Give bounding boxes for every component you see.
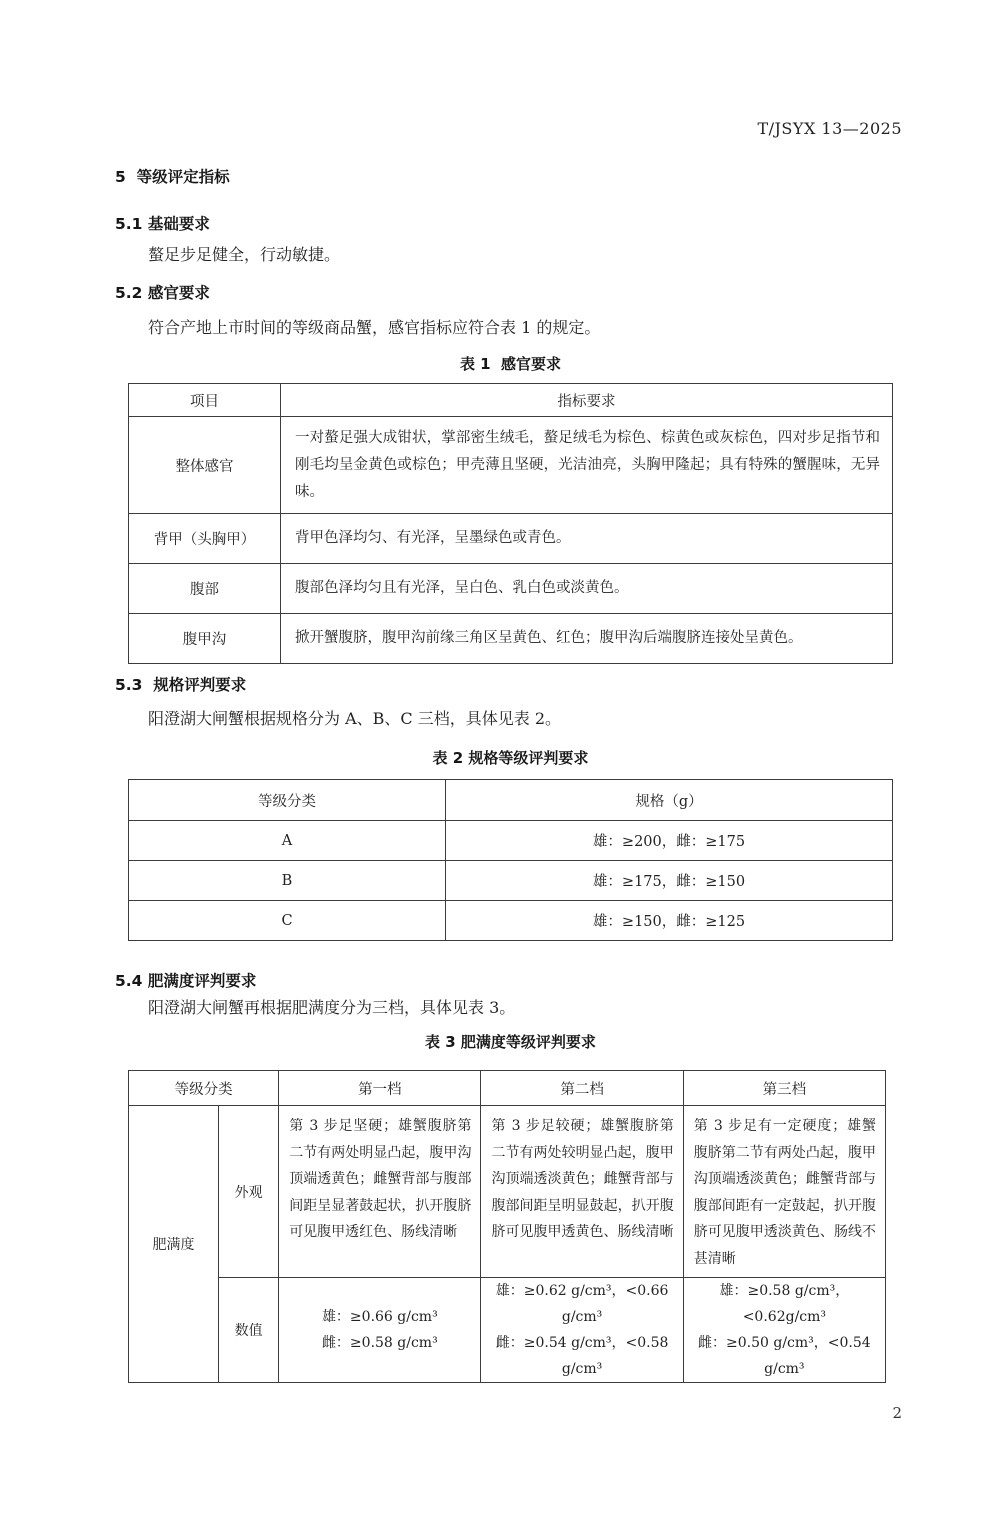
table3-row-group-label: 肥满度 [129, 1106, 219, 1383]
table1-row2-req: 腹部色泽均匀且有光泽，呈白色、乳白色或淡黄色。 [281, 564, 893, 614]
table1-row0-req: 一对螯足强大成钳状，掌部密生绒毛，螯足绒毛为棕色、棕黄色或灰棕色，四对步足指节和刚毛均呈金黄色或棕色；甲壳薄且坚硬，光洁油亮，头胸甲隆起；具有特殊的蟹腥味，无异味。 [281, 417, 893, 514]
table1-row3-item: 腹甲沟 [129, 614, 281, 664]
table2-row2-spec: 雄：≥150，雌：≥125 [446, 901, 893, 941]
section-heading-5-1: 5.1 基础要求 [115, 215, 210, 233]
table1-header-row [129, 384, 893, 417]
table1-row1-item: 背甲（头胸甲） [129, 514, 281, 564]
table2-row0-spec: 雄：≥200，雌：≥175 [446, 821, 893, 861]
table3-col-tier3: 第三档 [683, 1071, 885, 1106]
table3-col-tier1: 第一档 [279, 1071, 481, 1106]
section-heading-5-2: 5.2 感官要求 [115, 284, 210, 302]
table3-row-appearance-label: 外观 [219, 1106, 279, 1278]
table-row [129, 901, 893, 941]
table-row [129, 861, 893, 901]
table1-row3-req: 掀开蟹腹脐，腹甲沟前缘三角区呈黄色、红色；腹甲沟后端腹脐连接处呈黄色。 [281, 614, 893, 664]
table-row [129, 821, 893, 861]
table2-row2-grade: C [129, 901, 446, 941]
table2-col-grade: 等级分类 [129, 780, 446, 821]
section-heading-5-4: 5.4 肥满度评判要求 [115, 972, 257, 990]
table3-col-grade: 等级分类 [129, 1071, 279, 1106]
table2-row1-grade: B [129, 861, 446, 901]
table3-title: 表 3 肥满度等级评判要求 [425, 1033, 596, 1051]
table1-row1-req: 背甲色泽均匀、有光泽，呈墨绿色或青色。 [281, 514, 893, 564]
table3-value-tier2-male: 雄：≥0.62 g/cm³，<0.66 g/cm³ [495, 1283, 669, 1325]
table-row [129, 564, 893, 614]
table3-appearance-tier1: 第 3 步足坚硬；雄蟹腹脐第二节有两处明显凸起，腹甲沟顶端透黄色；雌蟹背部与腹部间距呈显著鼓起状，扒开腹脐可见腹甲透红色、肠线清晰 [279, 1106, 481, 1278]
document-page [0, 118, 1000, 1532]
page-number: 2 [892, 1404, 902, 1422]
table-row [129, 1278, 886, 1383]
table1-row2-item: 腹部 [129, 564, 281, 614]
table3-value-tier1-female: 雌：≥0.58 g/cm³ [321, 1335, 438, 1351]
section-body-5-1: 螯足步足健全，行动敏捷。 [148, 245, 341, 264]
table1-col-item: 项目 [129, 384, 281, 417]
table3-col-tier2: 第二档 [481, 1071, 683, 1106]
table3-value-tier1 [279, 1278, 481, 1383]
table-row [129, 417, 893, 514]
table3-value-tier1-male: 雄：≥0.66 g/cm³ [321, 1309, 438, 1325]
table-row [129, 1106, 886, 1278]
table3-value-tier2 [481, 1278, 683, 1383]
table3-header-row [129, 1071, 886, 1106]
table2-row0-grade: A [129, 821, 446, 861]
table3-fatness-grades [128, 1070, 886, 1383]
table3-row-value-label: 数值 [219, 1278, 279, 1383]
table1-col-req: 指标要求 [281, 384, 893, 417]
table2-header-row [129, 780, 893, 821]
section-body-5-4: 阳澄湖大闸蟹再根据肥满度分为三档，具体见表 3。 [148, 998, 516, 1017]
table3-appearance-tier3: 第 3 步足有一定硬度；雄蟹腹脐第二节有两处凸起，腹甲沟顶端透淡黄色；雌蟹背部与腹部间距有一定鼓起，扒开腹脐可见腹甲透淡黄色、肠线不甚清晰 [683, 1106, 885, 1278]
table3-value-tier3-female: 雌：≥0.50 g/cm³，<0.54 g/cm³ [698, 1335, 871, 1377]
section-heading-5-3: 5.3 规格评判要求 [115, 676, 247, 694]
section-body-5-3: 阳澄湖大闸蟹根据规格分为 A、B、C 三档，具体见表 2。 [148, 709, 561, 728]
table1-title: 表 1 感官要求 [459, 355, 562, 373]
standard-code-header: T/JSYX 13—2025 [757, 119, 902, 138]
table3-value-tier2-female: 雌：≥0.54 g/cm³，<0.58 g/cm³ [495, 1335, 669, 1377]
table-row [129, 614, 893, 664]
table2-title: 表 2 规格等级评判要求 [432, 749, 589, 767]
section-body-5-2: 符合产地上市时间的等级商品蟹，感官指标应符合表 1 的规定。 [148, 318, 601, 337]
table2-size-grades [128, 779, 893, 941]
table3-value-tier3 [683, 1278, 885, 1383]
section-heading-5: 5 等级评定指标 [115, 168, 230, 186]
table1-row0-item: 整体感官 [129, 417, 281, 514]
table1-sensory-requirements [128, 383, 893, 664]
table3-appearance-tier2: 第 3 步足较硬；雄蟹腹脐第二节有两处较明显凸起，腹甲沟顶端透淡黄色；雌蟹背部与腹部间距呈明显鼓起，扒开腹脐可见腹甲透黄色、肠线清晰 [481, 1106, 683, 1278]
table3-value-tier3-male: 雄：≥0.58 g/cm³，<0.62g/cm³ [719, 1283, 850, 1325]
table2-row1-spec: 雄：≥175，雌：≥150 [446, 861, 893, 901]
table2-col-spec: 规格（g） [446, 780, 893, 821]
table-row [129, 514, 893, 564]
